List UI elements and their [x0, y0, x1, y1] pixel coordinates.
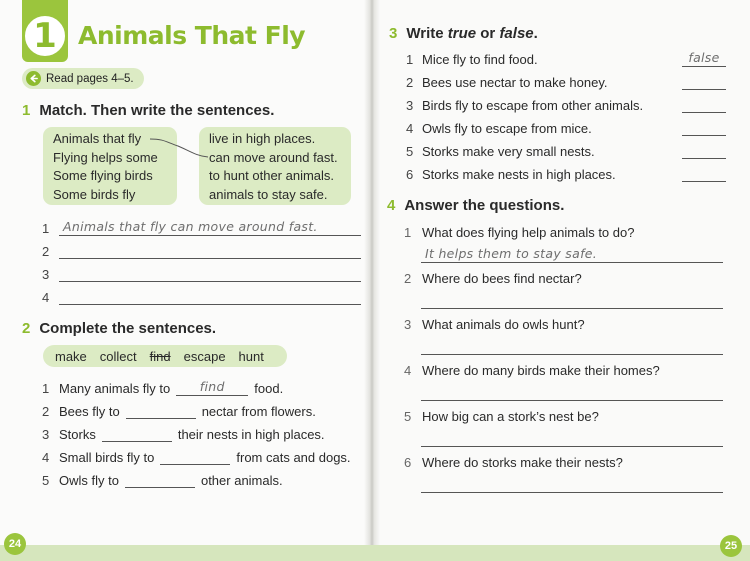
exercise-2-heading [22, 320, 216, 337]
question [404, 455, 623, 470]
row-number: 2 [42, 244, 50, 259]
exercise-1-row [42, 266, 361, 282]
row-number: 1 [42, 221, 50, 236]
match-right-item: animals to stay safe. [209, 186, 328, 202]
answer-line[interactable] [59, 266, 361, 282]
fill-blank[interactable] [160, 450, 230, 465]
match-left-item: Flying helps some [53, 149, 158, 165]
page-number-left: 24 [4, 533, 26, 555]
question [404, 363, 660, 378]
sentence-start: Many animals fly to [59, 381, 171, 396]
word-bank [43, 345, 287, 367]
heading-text: or [476, 25, 500, 42]
heading-text: . [533, 25, 538, 42]
answer-line[interactable] [59, 220, 361, 236]
word-bank-item: hunt [238, 348, 264, 364]
row-number: 3 [42, 427, 50, 442]
answer-line[interactable] [421, 478, 723, 493]
unit-title: Animals That Fly [78, 21, 306, 50]
answer-line[interactable] [59, 243, 361, 259]
match-right-item: to hunt other animals. [209, 168, 335, 183]
exercise-2-sentence [42, 404, 316, 419]
read-pages-label: Read pages 4–5. [46, 72, 134, 85]
statement: Storks make nests in high places. [422, 167, 616, 182]
sentence-start: Bees fly to [59, 404, 120, 419]
question-text: Where do storks make their nests? [422, 455, 623, 470]
match-left-item: Some birds fly [53, 186, 136, 202]
row-number: 2 [406, 75, 414, 90]
sentence-end: other animals. [200, 473, 283, 488]
row-number: 3 [406, 98, 414, 113]
word-bank-item: collect [99, 348, 137, 364]
row-number: 6 [404, 455, 412, 470]
word-bank-item: escape [183, 348, 226, 364]
match-right-item: can move around fast. [209, 149, 338, 165]
answer-line[interactable] [421, 248, 723, 263]
row-number: 2 [404, 271, 412, 286]
true-false-blank[interactable] [682, 75, 726, 90]
exercise-3-heading [389, 25, 538, 42]
row-number: 1 [42, 381, 50, 396]
true-false-item [406, 75, 726, 90]
exercise-4-number: 4 [387, 197, 396, 214]
true-false-item [406, 167, 726, 182]
word-bank-item: make [55, 348, 87, 364]
handwritten-answer: false [688, 50, 720, 65]
answer-line[interactable] [59, 289, 361, 305]
statement: Storks make very small nests. [422, 144, 595, 159]
row-number: 3 [42, 267, 50, 282]
exercise-2-sentence [42, 450, 351, 465]
fill-blank[interactable] [125, 473, 195, 488]
question [404, 225, 634, 240]
sentence-end: their nests in high places. [177, 427, 325, 442]
word-bank-item-used: find [149, 348, 171, 364]
exercise-1-instruction: Match. Then write the sentences. [39, 102, 275, 119]
exercise-1-row [42, 243, 361, 259]
page-number-right: 25 [720, 535, 742, 557]
question [404, 409, 599, 424]
row-number: 1 [404, 225, 412, 240]
exercise-2-sentence [42, 473, 283, 488]
row-number: 4 [42, 290, 50, 305]
exercise-1-row [42, 220, 361, 236]
exercise-4-instruction: Answer the questions. [404, 197, 565, 214]
match-left-item: Some flying birds [53, 168, 153, 183]
row-number: 6 [406, 167, 414, 182]
sentence-start: Storks [59, 427, 96, 442]
question-text: Where do many birds make their homes? [422, 363, 660, 378]
exercise-1-row [42, 289, 361, 305]
exercise-2-sentence [42, 427, 325, 442]
exercise-1-number: 1 [22, 102, 31, 119]
fill-blank[interactable] [102, 427, 172, 442]
handwritten-answer: find [199, 379, 225, 394]
statement: Bees use nectar to make honey. [422, 75, 608, 90]
true-false-blank[interactable] [682, 167, 726, 182]
row-number: 5 [404, 409, 412, 424]
match-left-item: Animals that fly [53, 131, 142, 146]
statement: Owls fly to escape from mice. [422, 121, 592, 136]
true-false-item [406, 98, 726, 113]
handwritten-answer: Animals that fly can move around fast. [63, 219, 318, 234]
heading-true: true [447, 25, 477, 42]
row-number: 4 [404, 363, 412, 378]
statement: Mice fly to find food. [422, 52, 538, 67]
fill-blank[interactable] [126, 404, 196, 419]
exercise-2-sentence [42, 381, 283, 396]
true-false-blank[interactable] [682, 144, 726, 159]
true-false-blank[interactable] [682, 98, 726, 113]
exercise-3-instruction [406, 25, 537, 42]
row-number: 5 [406, 144, 414, 159]
question [404, 317, 585, 332]
unit-number: 1 [33, 16, 57, 56]
fill-blank[interactable] [176, 381, 248, 396]
row-number: 2 [42, 404, 50, 419]
true-false-blank[interactable] [682, 121, 726, 136]
heading-false: false [499, 25, 534, 42]
sentence-end: from cats and dogs. [236, 450, 351, 465]
row-number: 4 [406, 121, 414, 136]
question [404, 271, 582, 286]
question-text: What animals do owls hunt? [422, 317, 585, 332]
heading-text: Write [406, 25, 448, 42]
exercise-3-number: 3 [389, 25, 398, 42]
exercise-4-heading [387, 197, 564, 214]
answer-line[interactable] [421, 386, 723, 401]
question-text: What does flying help animals to do? [422, 225, 635, 240]
exercise-2-instruction: Complete the sentences. [39, 320, 217, 337]
answer-line[interactable] [421, 432, 723, 447]
row-number: 1 [406, 52, 414, 67]
exercise-2-number: 2 [22, 320, 31, 337]
true-false-item [406, 52, 726, 67]
row-number: 4 [42, 450, 50, 465]
sentence-start: Small birds fly to [59, 450, 155, 465]
true-false-item [406, 121, 726, 136]
true-false-blank[interactable] [682, 52, 726, 67]
sentence-start: Owls fly to [59, 473, 119, 488]
match-right-item: live in high places. [209, 131, 316, 146]
sentence-end: food. [254, 381, 284, 396]
row-number: 3 [404, 317, 412, 332]
answer-line[interactable] [421, 294, 723, 309]
question-text: How big can a stork’s nest be? [422, 409, 599, 424]
true-false-item [406, 144, 726, 159]
sentence-end: nectar from flowers. [201, 404, 316, 419]
question-text: Where do bees find nectar? [422, 271, 582, 286]
statement: Birds fly to escape from other animals. [422, 98, 644, 113]
row-number: 5 [42, 473, 50, 488]
answer-line[interactable] [421, 340, 723, 355]
handwritten-answer: It helps them to stay safe. [425, 246, 598, 261]
